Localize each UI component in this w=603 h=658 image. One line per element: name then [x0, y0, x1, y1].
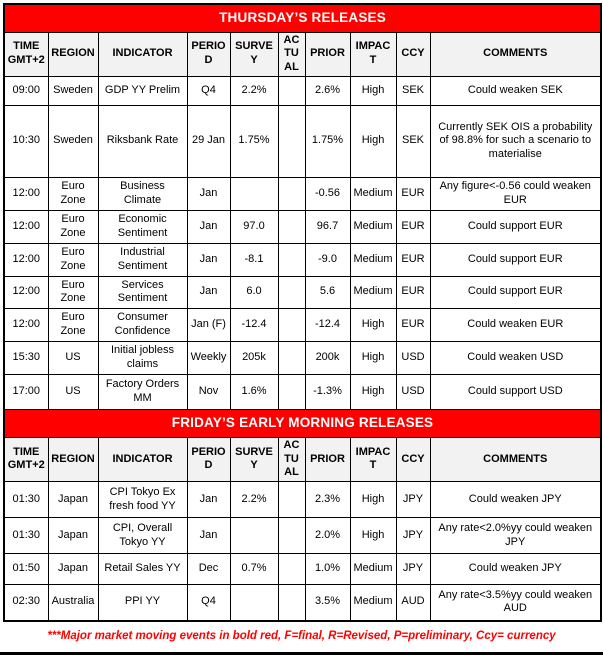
cell-prior: 1.0%	[305, 554, 350, 585]
cell-indicator: PPI YY	[98, 585, 187, 621]
cell-prior: 96.7	[305, 210, 350, 243]
cell-actual	[278, 243, 305, 276]
cell-comments: Could weaken JPY	[430, 482, 601, 518]
cell-comments: Could support EUR	[430, 243, 601, 276]
cell-period: Dec	[187, 554, 230, 585]
cell-time: 17:00	[4, 374, 48, 409]
cell-comments: Could support EUR	[430, 276, 601, 308]
col-header-indicator: INDICATOR	[98, 32, 187, 76]
cell-comments: Could weaken JPY	[430, 554, 601, 585]
cell-period: Jan	[187, 276, 230, 308]
cell-time: 09:00	[4, 76, 48, 105]
cell-survey: -8.1	[230, 243, 278, 276]
cell-survey: -12.4	[230, 308, 278, 341]
col-header-comments: COMMENTS	[430, 32, 601, 76]
cell-impact: Medium	[350, 585, 396, 621]
cell-region: Euro Zone	[48, 276, 98, 308]
cell-comments: Could support EUR	[430, 210, 601, 243]
section-title: FRIDAY’S EARLY MORNING RELEASES	[4, 409, 601, 437]
cell-period: Jan	[187, 518, 230, 554]
cell-indicator: CPI Tokyo Ex fresh food YY	[98, 482, 187, 518]
cell-survey: 1.6%	[230, 374, 278, 409]
cell-impact: Medium	[350, 210, 396, 243]
table-row	[4, 243, 601, 276]
cell-indicator: Initial jobless claims	[98, 341, 187, 374]
cell-impact: High	[350, 374, 396, 409]
col-header-region: REGION	[48, 437, 98, 481]
cell-time: 02:30	[4, 585, 48, 621]
cell-ccy: EUR	[396, 243, 430, 276]
section-title: THURSDAY’S RELEASES	[4, 4, 601, 32]
cell-region: Japan	[48, 518, 98, 554]
cell-impact: High	[350, 105, 396, 177]
cell-indicator: Retail Sales YY	[98, 554, 187, 585]
cell-indicator: Economic Sentiment	[98, 210, 187, 243]
cell-ccy: EUR	[396, 177, 430, 210]
cell-indicator: CPI, Overall Tokyo YY	[98, 518, 187, 554]
cell-ccy: SEK	[396, 105, 430, 177]
cell-time: 12:00	[4, 276, 48, 308]
table-row	[4, 482, 601, 518]
cell-actual	[278, 585, 305, 621]
table-row	[4, 177, 601, 210]
cell-region: Sweden	[48, 105, 98, 177]
cell-region: Japan	[48, 482, 98, 518]
cell-time: 01:30	[4, 518, 48, 554]
cell-indicator: Business Climate	[98, 177, 187, 210]
cell-region: Australia	[48, 585, 98, 621]
cell-comments: Any rate<3.5%yy could weaken AUD	[430, 585, 601, 621]
cell-actual	[278, 554, 305, 585]
table-row	[4, 276, 601, 308]
col-header-ccy: CCY	[396, 32, 430, 76]
col-header-survey: SURVEY	[230, 32, 278, 76]
cell-survey: 2.2%	[230, 76, 278, 105]
col-header-region: REGION	[48, 32, 98, 76]
cell-comments: Currently SEK OIS a probability of 98.8% for such a scenario to materialise	[430, 105, 601, 177]
cell-ccy: USD	[396, 341, 430, 374]
cell-period: Q4	[187, 585, 230, 621]
col-header-time: TIME GMT+2	[4, 437, 48, 481]
table-row	[4, 76, 601, 105]
cell-ccy: EUR	[396, 210, 430, 243]
cell-region: Euro Zone	[48, 308, 98, 341]
cell-survey: 6.0	[230, 276, 278, 308]
cell-time: 01:50	[4, 554, 48, 585]
col-header-actual: ACTUAL	[278, 32, 305, 76]
cell-survey: 2.2%	[230, 482, 278, 518]
cell-survey	[230, 177, 278, 210]
cell-time: 12:00	[4, 243, 48, 276]
cell-period: 29 Jan	[187, 105, 230, 177]
col-header-survey: SURVEY	[230, 437, 278, 481]
cell-prior: 5.6	[305, 276, 350, 308]
cell-impact: Medium	[350, 554, 396, 585]
cell-period: Nov	[187, 374, 230, 409]
col-header-indicator: INDICATOR	[98, 437, 187, 481]
cell-impact: High	[350, 308, 396, 341]
cell-region: US	[48, 374, 98, 409]
cell-time: 01:30	[4, 482, 48, 518]
cell-indicator: Services Sentiment	[98, 276, 187, 308]
cell-impact: High	[350, 518, 396, 554]
cell-impact: High	[350, 76, 396, 105]
cell-prior: 200k	[305, 341, 350, 374]
cell-actual	[278, 177, 305, 210]
cell-ccy: SEK	[396, 76, 430, 105]
cell-ccy: JPY	[396, 482, 430, 518]
cell-ccy: USD	[396, 374, 430, 409]
bottom-rule	[0, 652, 603, 655]
cell-prior: -0.56	[305, 177, 350, 210]
cell-actual	[278, 276, 305, 308]
cell-prior: 3.5%	[305, 585, 350, 621]
col-header-period: PERIOD	[187, 437, 230, 481]
cell-impact: Medium	[350, 177, 396, 210]
table-row	[4, 105, 601, 177]
cell-actual	[278, 518, 305, 554]
cell-indicator: Factory Orders MM	[98, 374, 187, 409]
cell-survey: 1.75%	[230, 105, 278, 177]
cell-prior: 2.0%	[305, 518, 350, 554]
col-header-comments: COMMENTS	[430, 437, 601, 481]
cell-time: 10:30	[4, 105, 48, 177]
cell-actual	[278, 76, 305, 105]
cell-prior: 1.75%	[305, 105, 350, 177]
cell-prior: 2.3%	[305, 482, 350, 518]
cell-actual	[278, 210, 305, 243]
cell-actual	[278, 308, 305, 341]
col-header-prior: PRIOR	[305, 437, 350, 481]
cell-survey: 97.0	[230, 210, 278, 243]
cell-region: Euro Zone	[48, 210, 98, 243]
cell-impact: High	[350, 482, 396, 518]
releases-table	[3, 3, 602, 622]
table-row	[4, 374, 601, 409]
table-row	[4, 585, 601, 621]
cell-region: Sweden	[48, 76, 98, 105]
cell-comments: Any rate<2.0%yy could weaken JPY	[430, 518, 601, 554]
col-header-impact: IMPACT	[350, 32, 396, 76]
cell-indicator: Riksbank Rate	[98, 105, 187, 177]
table-row	[4, 308, 601, 341]
table-row	[4, 341, 601, 374]
cell-comments: Could weaken USD	[430, 341, 601, 374]
col-header-period: PERIOD	[187, 32, 230, 76]
cell-indicator: Industrial Sentiment	[98, 243, 187, 276]
cell-period: Jan	[187, 243, 230, 276]
cell-comments: Could support USD	[430, 374, 601, 409]
cell-region: Euro Zone	[48, 243, 98, 276]
cell-period: Jan	[187, 210, 230, 243]
cell-period: Weekly	[187, 341, 230, 374]
cell-actual	[278, 105, 305, 177]
col-header-actual: ACTUAL	[278, 437, 305, 481]
cell-impact: High	[350, 341, 396, 374]
table-row	[4, 554, 601, 585]
cell-comments: Could weaken SEK	[430, 76, 601, 105]
cell-indicator: Consumer Confidence	[98, 308, 187, 341]
cell-ccy: EUR	[396, 308, 430, 341]
cell-actual	[278, 374, 305, 409]
col-header-ccy: CCY	[396, 437, 430, 481]
cell-prior: -12.4	[305, 308, 350, 341]
col-header-prior: PRIOR	[305, 32, 350, 76]
cell-survey	[230, 585, 278, 621]
col-header-time: TIME GMT+2	[4, 32, 48, 76]
cell-survey	[230, 518, 278, 554]
cell-ccy: AUD	[396, 585, 430, 621]
cell-survey: 0.7%	[230, 554, 278, 585]
cell-comments: Could weaken EUR	[430, 308, 601, 341]
cell-impact: Medium	[350, 243, 396, 276]
cell-impact: Medium	[350, 276, 396, 308]
table-row	[4, 210, 601, 243]
cell-region: Japan	[48, 554, 98, 585]
cell-period: Q4	[187, 76, 230, 105]
cell-actual	[278, 341, 305, 374]
footnote: ***Major market moving events in bold red, F=final, R=Revised, P=preliminary, Ccy= currency	[47, 629, 556, 642]
cell-ccy: EUR	[396, 276, 430, 308]
cell-time: 12:00	[4, 210, 48, 243]
cell-time: 12:00	[4, 177, 48, 210]
table-row	[4, 518, 601, 554]
cell-period: Jan	[187, 482, 230, 518]
cell-period: Jan (F)	[187, 308, 230, 341]
cell-comments: Any figure<-0.56 could weaken EUR	[430, 177, 601, 210]
cell-actual	[278, 482, 305, 518]
cell-prior: 2.6%	[305, 76, 350, 105]
cell-period: Jan	[187, 177, 230, 210]
cell-survey: 205k	[230, 341, 278, 374]
col-header-impact: IMPACT	[350, 437, 396, 481]
cell-time: 15:30	[4, 341, 48, 374]
cell-time: 12:00	[4, 308, 48, 341]
cell-indicator: GDP YY Prelim	[98, 76, 187, 105]
cell-prior: -9.0	[305, 243, 350, 276]
cell-region: US	[48, 341, 98, 374]
cell-prior: -1.3%	[305, 374, 350, 409]
cell-ccy: JPY	[396, 554, 430, 585]
cell-ccy: JPY	[396, 518, 430, 554]
cell-region: Euro Zone	[48, 177, 98, 210]
